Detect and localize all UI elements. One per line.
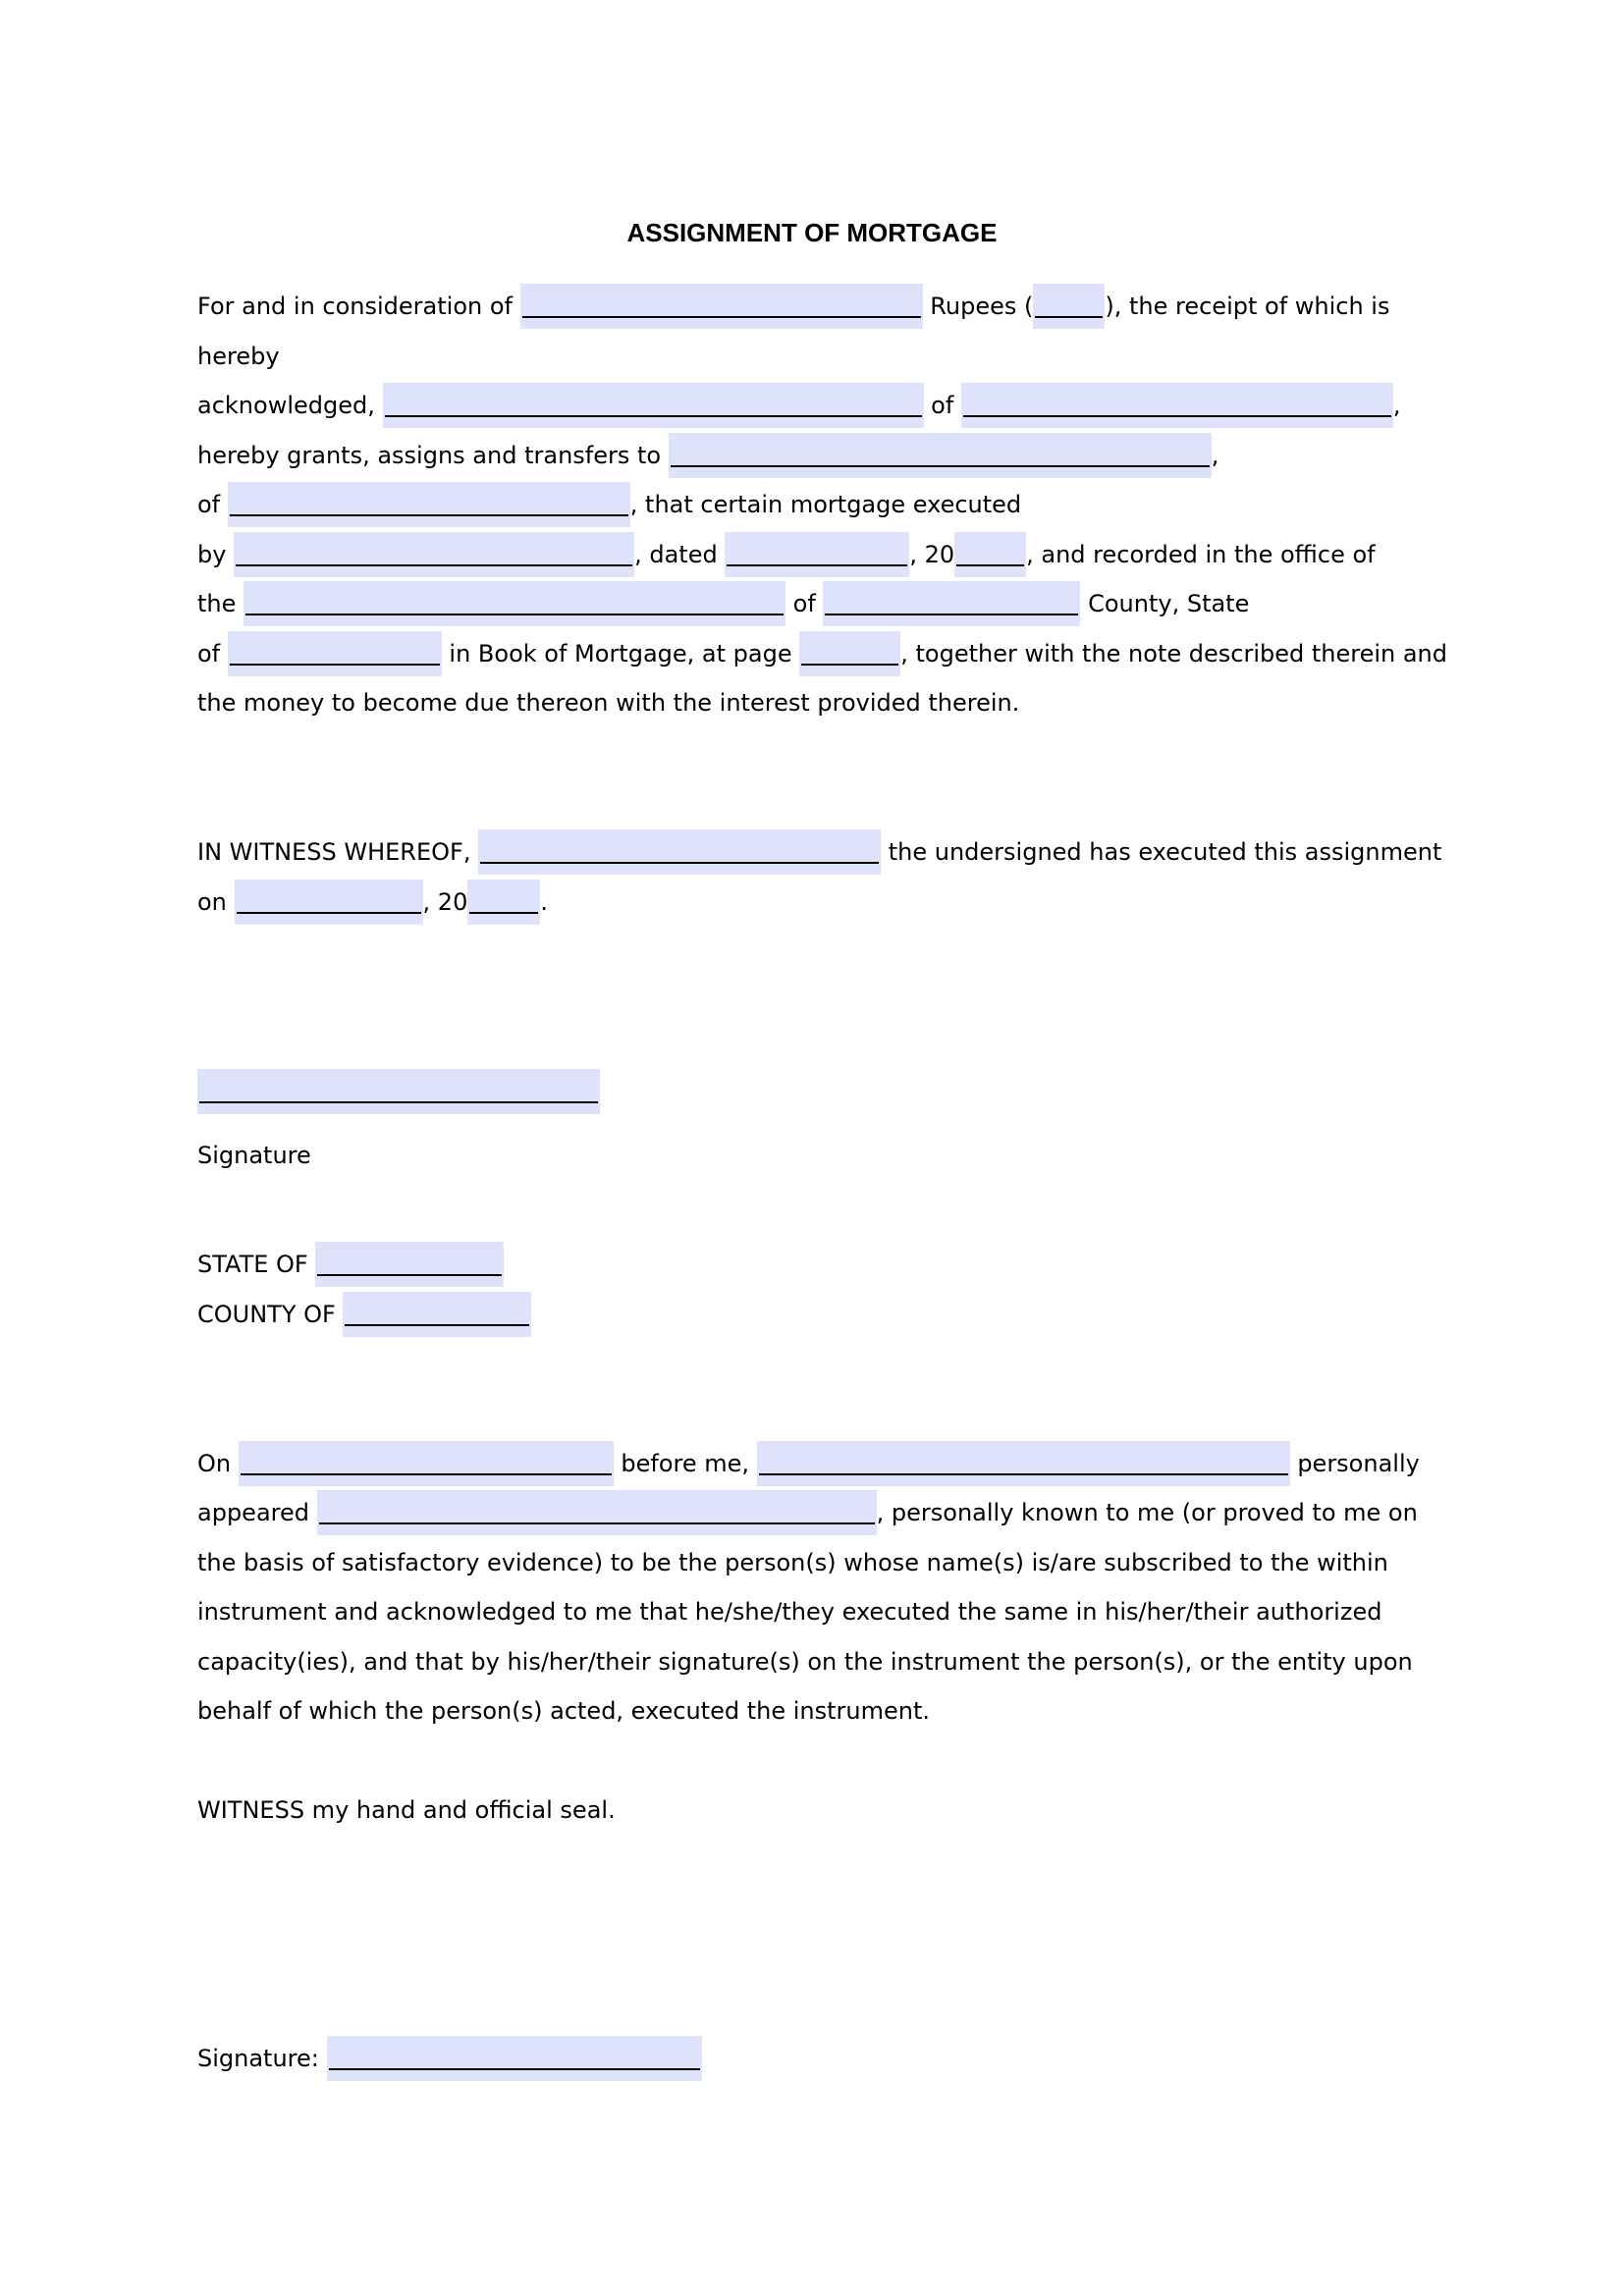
acknowledgment-line-1: [197, 1439, 1420, 1488]
mortgagor-name-field[interactable]: [234, 530, 634, 579]
acknowledgment-date-field[interactable]: [239, 1439, 614, 1488]
the-label: the: [197, 590, 237, 617]
consideration-line: [197, 282, 1389, 331]
receipt-label: ), the receipt of which is: [1105, 293, 1390, 320]
recording-office-field[interactable]: [244, 579, 785, 628]
acknowledged-line: acknowledged, of ,: [197, 381, 1401, 430]
personally-label: personally: [1297, 1450, 1420, 1477]
county-of-line: [197, 1290, 531, 1339]
note-described-label: , together with the note described therein and: [900, 640, 1447, 667]
county-field[interactable]: [823, 579, 1080, 628]
witness-name-field[interactable]: [478, 828, 881, 877]
state-of-line: [197, 1240, 504, 1289]
before-me-label: before me,: [621, 1450, 750, 1477]
document-title: ASSIGNMENT OF MORTGAGE: [626, 218, 998, 247]
signature-label: Signature: [197, 1142, 311, 1169]
assignee-name-field[interactable]: [669, 431, 1212, 480]
hereby-line: hereby: [197, 343, 280, 370]
year-prefix: , 20: [422, 888, 468, 916]
recorded-label: , and recorded in the office of: [1026, 541, 1376, 568]
assignor-name-field[interactable]: [383, 381, 924, 430]
year-prefix: , 20: [909, 541, 955, 568]
mortgage-year-field[interactable]: [954, 530, 1026, 579]
appeared-person-field[interactable]: [317, 1488, 877, 1537]
signature-field[interactable]: [197, 1067, 600, 1116]
of-label: of: [931, 392, 954, 419]
execution-date-line: on , 20 .: [197, 878, 548, 927]
executed-assignment-label: the undersigned has executed this assignment: [888, 838, 1442, 866]
book-of-mortgage-label: in Book of Mortgage, at page: [449, 640, 792, 667]
county-of-label: COUNTY OF: [197, 1301, 336, 1328]
acknowledgment-line-2: [197, 1488, 1418, 1537]
recording-office-line: [197, 579, 1249, 628]
consideration-amount-figures-field[interactable]: [1033, 282, 1105, 331]
consideration-label: For and in consideration of: [197, 293, 513, 320]
assignor-address-field[interactable]: [961, 381, 1393, 430]
notary-state-field[interactable]: [315, 1240, 504, 1289]
witness-seal-text: WITNESS my hand and official seal.: [197, 1796, 616, 1824]
dated-label: , dated: [634, 541, 718, 568]
witness-whereof-line: [197, 828, 1441, 877]
page-number-field[interactable]: [799, 629, 900, 678]
acknowledgment-line-6: behalf of which the person(s) acted, executed the instrument.: [197, 1697, 930, 1725]
state-of-label: STATE OF: [197, 1251, 308, 1278]
notary-county-field[interactable]: [343, 1290, 531, 1339]
consideration-amount-words-field[interactable]: [520, 282, 923, 331]
witness-whereof-label: IN WITNESS WHEREOF,: [197, 838, 471, 866]
notary-signature-label: Signature:: [197, 2045, 319, 2072]
appeared-label: appeared: [197, 1499, 309, 1526]
execution-year-field[interactable]: [467, 878, 540, 927]
rupees-label: Rupees (: [930, 293, 1034, 320]
money-due-line: the money to become due thereon with the interest provided therein.: [197, 689, 1020, 717]
grants-line: hereby grants, assigns and transfers to ,: [197, 431, 1218, 480]
acknowledged-label: acknowledged,: [197, 392, 375, 419]
of-label: of: [792, 590, 816, 617]
signature-line: [197, 1067, 600, 1116]
of-label: of: [197, 491, 221, 518]
personally-known-label: , personally known to me (or proved to me on: [876, 1499, 1418, 1526]
book-page-line: [197, 629, 1447, 678]
on-label: On: [197, 1450, 232, 1477]
acknowledgment-line-3: the basis of satisfactory evidence) to be the person(s) whose name(s) is/are subscribed to the within: [197, 1549, 1388, 1576]
county-state-label: County, State: [1088, 590, 1250, 617]
mortgage-executed-label: , that certain mortgage executed: [629, 491, 1022, 518]
acknowledgment-line-4: instrument and acknowledged to me that he/she/they executed the same in his/her/their authorized: [197, 1598, 1382, 1626]
grants-label: hereby grants, assigns and transfers to: [197, 442, 662, 469]
acknowledgment-line-5: capacity(ies), and that by his/her/their signature(s) on the instrument the person(s), or the entity upon: [197, 1648, 1413, 1676]
assignee-address-field[interactable]: [228, 480, 630, 529]
executed-by-line: [197, 530, 1376, 579]
on-label: on: [197, 888, 227, 916]
notary-signature-field[interactable]: [327, 2034, 702, 2083]
notary-signature-line: [197, 2034, 702, 2083]
by-label: by: [197, 541, 227, 568]
state-field[interactable]: [228, 629, 442, 678]
notary-name-field[interactable]: [757, 1439, 1290, 1488]
execution-date-field[interactable]: [235, 878, 423, 927]
assignee-address-line: [197, 480, 1021, 529]
of-label: of: [197, 640, 221, 667]
mortgage-date-field[interactable]: [725, 530, 909, 579]
